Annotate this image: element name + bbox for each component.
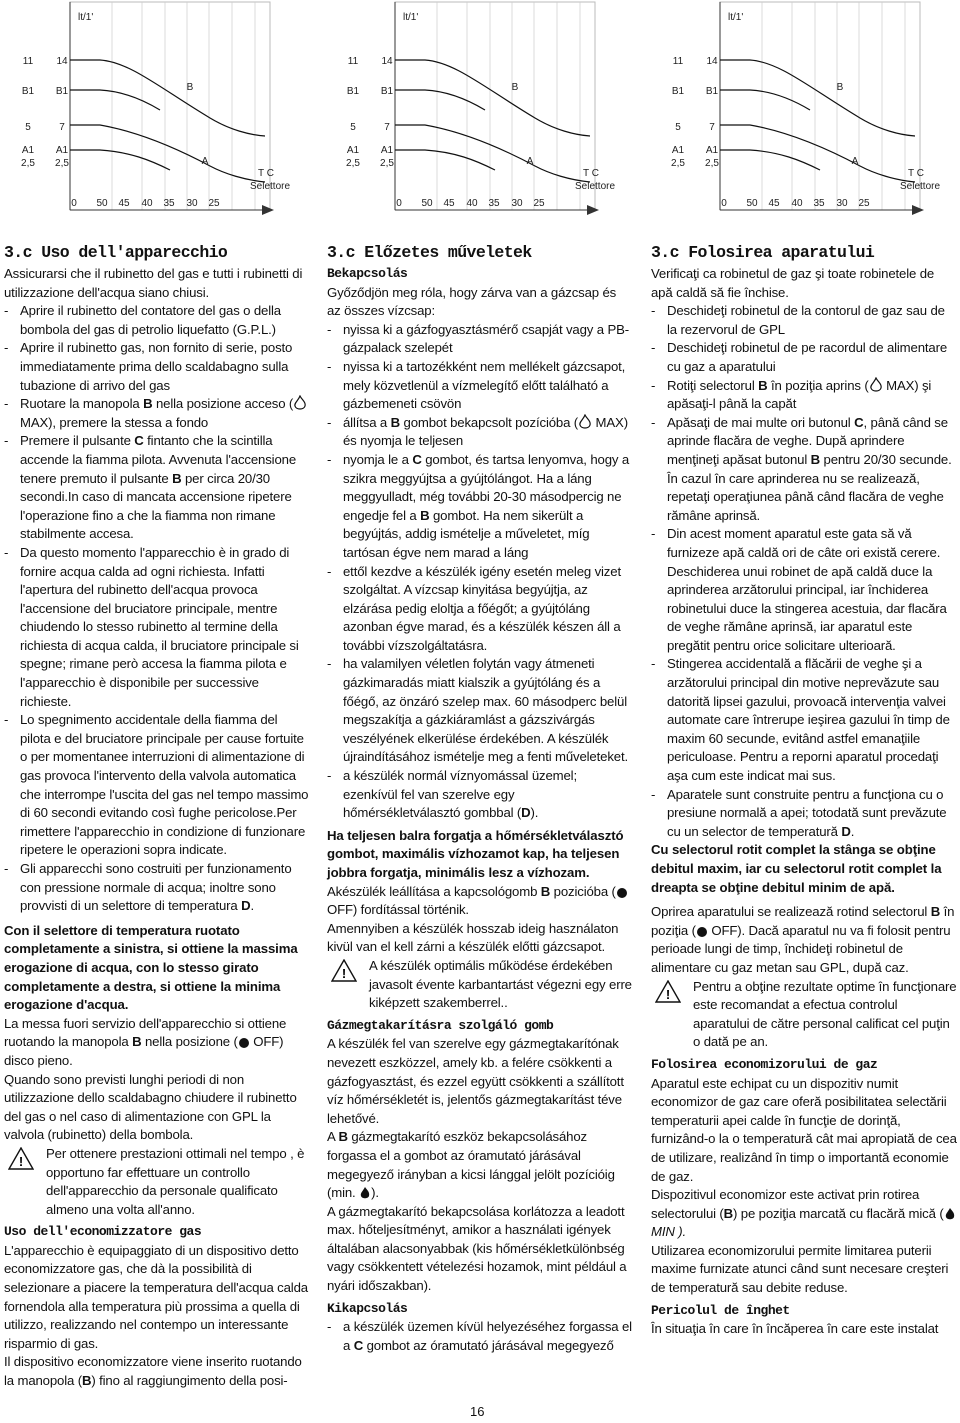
curve-b-lower [70, 90, 160, 110]
axis-title: T C [258, 168, 274, 179]
x-tick-label: 40 [466, 198, 478, 209]
row-label: B1 [346, 86, 360, 97]
flow-diagram-1 [0, 0, 310, 240]
curve-b-lower [395, 90, 485, 110]
x-tick-label: 30 [836, 198, 848, 209]
paragraph: Akészülék leállítása a kapcsológomb B pozicióba ( OFF) fordítással történik. [327, 883, 633, 920]
axis-title: Selettore [250, 181, 291, 192]
flame-icon [578, 414, 592, 430]
small-flame-icon [359, 1186, 371, 1200]
x-tick-label: 0 [396, 198, 402, 209]
subheading: Gázmegtakarításra szolgáló gomb [327, 1017, 554, 1033]
paragraph: A gázmegtakarító bekapcsolása korlátozza a leadott max. hőteljesítményt, amikor a használati igények általában alacsonyabbak (kis hőmérsékletkülönbség vagy csökkentett vételezési hozamok, mint például a nyári időszakban). [327, 1203, 627, 1294]
page-number: 16 [470, 1404, 485, 1419]
top-label: lt/1' [728, 12, 744, 23]
curve-a-upper [395, 125, 590, 182]
list-item: - Apăsaţi de mai multe ori butonul C, până când se aprinde flacăra de veghe. După aprindere menţineţi apăsat butonul B pentru 20/30 secunde. În cazul în care aprinderea nu se realizează, repetaţi operaţiunea până când flacăra de veghe rămâne aprinsă. [651, 414, 957, 526]
row-label: 7 [384, 122, 390, 133]
section-title: 3.c Folosirea aparatului [651, 243, 875, 262]
list-item: - Gli apparecchi sono costruiti per funzionamento con pressione normale di acqua; inoltre sono provvisti di un selettore di temperatura D. [4, 860, 309, 916]
paragraph: Utilizarea economizorului permite limitarea puterii maxime furnizate atunci când sunt necesare creşteri de temperatură sau debite reduse. [651, 1242, 949, 1296]
axis-title: Selettore [575, 181, 616, 192]
column-hungarian [327, 240, 633, 1355]
section-title: 3.c Uso dell'apparecchio [4, 243, 228, 262]
warning-note: ! Pentru a obţine rezultate optime în funcţionare este recomandat a efectua controlul aparatului de către personal calificat cel puţin o dată pe an. [651, 978, 957, 1052]
curve-b-lower [720, 90, 810, 110]
paragraph: A B gázmegtakarító eszköz bekapcsolásához forgassa el a gombot az óramutató járásával megegyező irányban a kicsi lánggal jelölt pozícióig (min. ). [327, 1129, 615, 1201]
warning-icon [331, 959, 357, 982]
list-item: - Premere il pulsante C fintanto che la scintilla accende la fiamma pilota. Avvenuta l'accensione tenere premuto il pulsante B per circa 20/30 secondi.In caso di mancata accensione ripetere l'operazione fino a che la fiamma non rimane stabilmente accesa. [4, 432, 309, 544]
curve-label: B [511, 82, 519, 93]
curve-a-lower [70, 150, 170, 170]
x-tick-label: 50 [421, 198, 433, 209]
axis-title: T C [583, 168, 599, 179]
column-romanian [651, 240, 957, 1339]
list-item: - Aparatele sunt construite pentru a funcţiona cu o presiune normală a apei; totodată sunt prevăzute cu un selector de temperatură D. [651, 786, 957, 842]
paragraph: Assicurarsi che il rubinetto del gas e tutti i rubinetti di utilizzazione dell'acqua siano chiusi. [4, 266, 303, 300]
x-tick-label: 35 [813, 198, 825, 209]
row-label: B1 [705, 86, 719, 97]
plot-frame [720, 2, 920, 210]
axis-arrow [262, 205, 274, 215]
x-tick-label: 45 [118, 198, 130, 209]
top-label: lt/1' [403, 12, 419, 23]
list-item: - Stingerea accidentală a flăcării de veghe şi a arzătorului principal din motive neprevăzute sau datorită lipsei gazului, provoacă intervenţia valvei automate care întrerupe ieşirea gazului în timp de maxim 60 secunde, evitând astfel emanaţiile periculoase. Pentru a reporni aparatul procedaţi aşa cum este indicat mai sus. [651, 655, 957, 785]
x-tick-label: 25 [208, 198, 220, 209]
paragraph: Győződjön meg róla, hogy zárva van a gázcsap és az összes vízcsap: [327, 284, 617, 319]
x-tick-label: 50 [96, 198, 108, 209]
row-label: 5 [350, 122, 356, 133]
row-label: B1 [55, 86, 69, 97]
row-label: 5 [675, 122, 681, 133]
svg-text:!: ! [665, 986, 671, 1002]
flame-icon [293, 395, 307, 411]
list-item: - Din acest moment aparatul este gata să vă furnizeze apă caldă ori de câte ori există cerere. Deschiderea unui robinet de apă caldă duce la aprinderea arzătorului principal, iar închiderea robinetului duce la stingerea acestuia, dar flacăra de veghe rămâne aprinsă, iar aparatul este pregătit pentru orice solicitare ulterioară. [651, 525, 957, 655]
warning-note: ! A készülék optimális működése érdekében javasolt évente karbantartást végezni egy erre kiképzett szakemberrel.. [327, 957, 633, 1013]
row-label: B1 [21, 86, 35, 97]
row-label: 5 [25, 122, 31, 133]
curve-a-upper [720, 125, 915, 182]
x-tick-label: 40 [791, 198, 803, 209]
list-item: - nyissa ki a gázfogyasztásmérő csapját vagy a PB-gázpalack szelepét [327, 321, 633, 358]
list-item: - Da questo momento l'apparecchio è in grado di fornire acqua calda ad ogni richiesta. Infatti l'apertura del rubinetto dell'acqua provoca l'accensione del bruciatore principale, mentre chiudendo lo stesso rubinetto al termine della richiesta di acqua calda, il bruciatore principale si spegne; rimane però accesa la fiamma pilota e l'apparecchio è disponibile per successive richieste. [4, 544, 309, 711]
row-label: A1 [346, 145, 360, 156]
curve-a-upper [70, 125, 265, 182]
x-tick-label: 30 [186, 198, 198, 209]
row-label: A1 [21, 145, 35, 156]
paragraph: Oprirea aparatului se realizează rotind selectorul B în poziţia ( OFF). Dacă aparatul nu va fi folosit pentru perioade lungi de timp, închideţi robinetul de alimentare cu gaz metan sau GPL, după caz. [651, 904, 955, 975]
paragraph: L'apparecchio è equipaggiato di un dispositivo detto economizzatore gas, che dà la possibilità di selezionare a piacere la temperatura dell'acqua calda fornendola alla temperatura più prossima a quella di utilizzo, realizzando nel contempo un interessante risparmio di gas. [4, 1242, 308, 1351]
x-tick-label: 25 [533, 198, 545, 209]
list-item: - Rotiţi selectorul B în poziţia aprins ( MAX) şi apăsaţi-l până la capăt [651, 377, 957, 414]
list-item: - Ruotare la manopola B nella posizione acceso ( MAX), premere la stessa a fondo [4, 395, 309, 432]
list-item: - Deschideţi robinetul de pe racordul de alimentare cu gaz a aparatului [651, 339, 957, 376]
row-label: 7 [709, 122, 715, 133]
warning-note: ! Per ottenere prestazioni ottimali nel tempo , è opportuno far effettuare un controllo dell'apparecchio da personale qualificato almeno una volta all'anno. [4, 1145, 309, 1219]
curve-label: A [201, 156, 209, 167]
section-title: 3.c Előzetes műveletek [327, 243, 532, 262]
axis-title: T C [908, 168, 924, 179]
paragraph: La messa fuori servizio dell'apparecchio si ottiene ruotando la manopola B nella posizione ( OFF) disco pieno. [4, 1015, 287, 1068]
svg-text:!: ! [341, 965, 347, 981]
x-tick-label: 50 [746, 198, 758, 209]
x-tick-label: 45 [768, 198, 780, 209]
axis-arrow [587, 205, 599, 215]
filled-disc-icon [696, 926, 708, 938]
subheading: Bekapcsolás [327, 266, 408, 281]
x-tick-label: 35 [488, 198, 500, 209]
row-label: B1 [671, 86, 685, 97]
axis-title: Selettore [900, 181, 941, 192]
row-label: A1 [380, 145, 394, 156]
curve-a-lower [395, 150, 495, 170]
row-label: 14 [706, 56, 718, 67]
x-tick-label: 30 [511, 198, 523, 209]
paragraph: Il dispositivo economizzatore viene inserito ruotando la manopola (B) fino al raggiungimento della posi- [4, 1354, 302, 1389]
paragraph: Quando sono previsti lunghi periodi di non utilizzazione dello scaldabagno chiudere il rubinetto del gas o nel caso di alimentazione con GPL la valvola (rubinetto) della bombola. [4, 1071, 297, 1143]
list-item: - a készülék normál víznyomással üzemel; ezenkívül fel van szerelve egy hőmérsékletválasztó gombbal (D). [327, 767, 633, 823]
subheading: Kikapcsolás [327, 1300, 408, 1316]
row-label: 2,5 [55, 158, 69, 169]
row-label: 14 [381, 56, 393, 67]
x-tick-label: 0 [721, 198, 727, 209]
bold-note: Con il selettore di temperatura ruotato completamente a sinistra, si ottiene la massima erogazione di acqua, con lo stesso girato completamente a destra, si ottiene la minima erogazione d'acqua. [4, 922, 298, 1013]
list-item: - állítsa a B gombot bekapcsolt pozícióba ( MAX) és nyomja le teljesen [327, 414, 633, 451]
row-label: 2,5 [346, 158, 360, 169]
plot-frame [70, 2, 270, 210]
list-item: - nyomja le a C gombot, és tartsa lenyomva, hogy a szikra meggyújtsa a gyújtólángot. Ha a láng meggyulladt, még további 20-30 másodpercig ne engedje fel a B gombot. Ha nem sikerült a begyújtás, addig ismételje a műveletet, míg tartósan égve nem marad a láng [327, 451, 633, 563]
list-item: - Lo spegnimento accidentale della fiamma del pilota e del bruciatore principale per cause fortuite o per momentanee interruzioni di alimentazione di gas provoca l'intervento della valvola automatica che interrompe l'uscita del gas nel tempo massimo di 60 secondi evitando così fughe pericolose.Per rimettere l'apparecchio in condizione di funzionare ripetere le operazioni sopra indicate. [4, 711, 309, 860]
list-item: - Deschideţi robinetul de la contorul de gaz sau de la rezervorul de GPL [651, 302, 957, 339]
x-tick-label: 40 [141, 198, 153, 209]
subheading: Uso dell'economizzatore gas [4, 1224, 202, 1240]
row-label: 2,5 [21, 158, 35, 169]
x-tick-label: 35 [163, 198, 175, 209]
list-item: - a készülék üzemen kívül helyezéséhez forgassa el a C gombot az óramutató járásával megegyező [327, 1318, 633, 1355]
bold-note: Ha teljesen balra forgatja a hőmérsékletválasztó gombot, maximális vízhozamot kap, ha teljesen jobbra forgatja, minimális lesz a vízhozam. [327, 827, 624, 880]
row-label: 2,5 [380, 158, 394, 169]
x-tick-label: 45 [443, 198, 455, 209]
bold-note: Cu selectorul rotit complet la stânga se obţine debitul maxim, iar cu selectorul rotit complet la dreapta se obţine debitul minim de apă. [651, 842, 942, 895]
paragraph: Aparatul este echipat cu un dispozitiv numit economizor de gaz care oferă posibilitatea selectării temperaturii apei calde în funcţie de dorinţă, furnizând-o la o temperatură cât mai apropiată de cea de utilizare, realizând în timp o importantă economie de gaz. [651, 1075, 957, 1184]
list-item: - nyissa ki a tartozékként nem mellékelt gázcsapot, mely közvetlenül a vízmelegítő előtt található a gázbemeneti csövön [327, 358, 633, 414]
list-item: - Aprire il rubinetto del contatore del gas o della bombola del gas di petrolio liquefatto (G.P.L.) [4, 302, 309, 339]
warning-icon [655, 980, 681, 1003]
filled-disc-icon [616, 887, 628, 899]
subheading: Folosirea economizorului de gaz [651, 1056, 878, 1072]
row-label: 11 [672, 56, 684, 67]
warning-icon [8, 1147, 34, 1170]
row-label: 2,5 [705, 158, 719, 169]
paragraph: Verificaţi ca robinetul de gaz şi toate robinetele de apă caldă să fie închise. [651, 266, 935, 300]
flow-diagram-3 [650, 0, 960, 240]
list-item: - Aprire il rubinetto gas, non fornito di serie, posto immediatamente prima dello scaldabagno sulla tubazione di arrivo del gas [4, 339, 309, 395]
row-label: 7 [59, 122, 65, 133]
paragraph: Dispozitivul economizor este activat prin rotirea selectorului (B) pe poziţia marcată cu flacără mică ( MIN ). [651, 1186, 957, 1242]
curve-label: B [836, 82, 844, 93]
row-label: 2,5 [671, 158, 685, 169]
svg-text:!: ! [18, 1153, 24, 1169]
x-tick-label: 25 [858, 198, 870, 209]
curve-label: B [186, 82, 194, 93]
subheading: Pericolul de înghet [651, 1302, 790, 1318]
axis-arrow [912, 205, 924, 215]
flow-diagram-2 [325, 0, 635, 240]
row-label: 14 [56, 56, 68, 67]
curve-a-lower [720, 150, 820, 170]
curve-label: A [851, 156, 859, 167]
row-label: B1 [380, 86, 394, 97]
paragraph: Amennyiben a készülék hosszab ideig használaton kivül van el kell zárni a készülék előtti gázcsapot. [327, 920, 619, 955]
column-italian [4, 240, 309, 1391]
filled-disc-icon [238, 1037, 250, 1049]
small-flame-icon [944, 1207, 956, 1221]
list-item: - ettől kezdve a készülék igény esetén meleg vizet szolgáltat. A vízcsap kinyitása begyújtja, az elzárása pedig eloltja a főégőt; a gyújtóláng azonban égve marad, és a készülék készen áll a további vízszolgáltatásra. [327, 563, 633, 656]
row-label: 11 [22, 56, 34, 67]
row-label: A1 [705, 145, 719, 156]
top-label: lt/1' [78, 12, 94, 23]
row-label: 11 [347, 56, 359, 67]
paragraph: În situaţia în care în încăperea în care este instalat [651, 1321, 939, 1337]
list-item: - ha valamilyen véletlen folytán vagy átmeneti gázkimaradás miatt kialszik a gyújtóláng és a főégő, az önzáró szelep max. 60 másodperc belül megszakítja a gázkiáramlást a gázszivárgás veszélyének elkerülése érdekében. A készülék újraindításához ismételje meg a fenti műveleteket. [327, 655, 633, 767]
curve-label: A [526, 156, 534, 167]
x-tick-label: 0 [71, 198, 77, 209]
row-label: A1 [55, 145, 69, 156]
row-label: A1 [671, 145, 685, 156]
plot-frame [395, 2, 595, 210]
flame-icon [869, 377, 883, 393]
paragraph: A készülék fel van szerelve egy gázmegtakarítónak nevezett eszközzel, amely kb. a felére csökkenti a gázfogyasztást, és ezzel együtt csökkenti a szállított víz hőmérsékletét is, jelentős gázmegtakarítást téve lehetővé. [327, 1036, 624, 1126]
